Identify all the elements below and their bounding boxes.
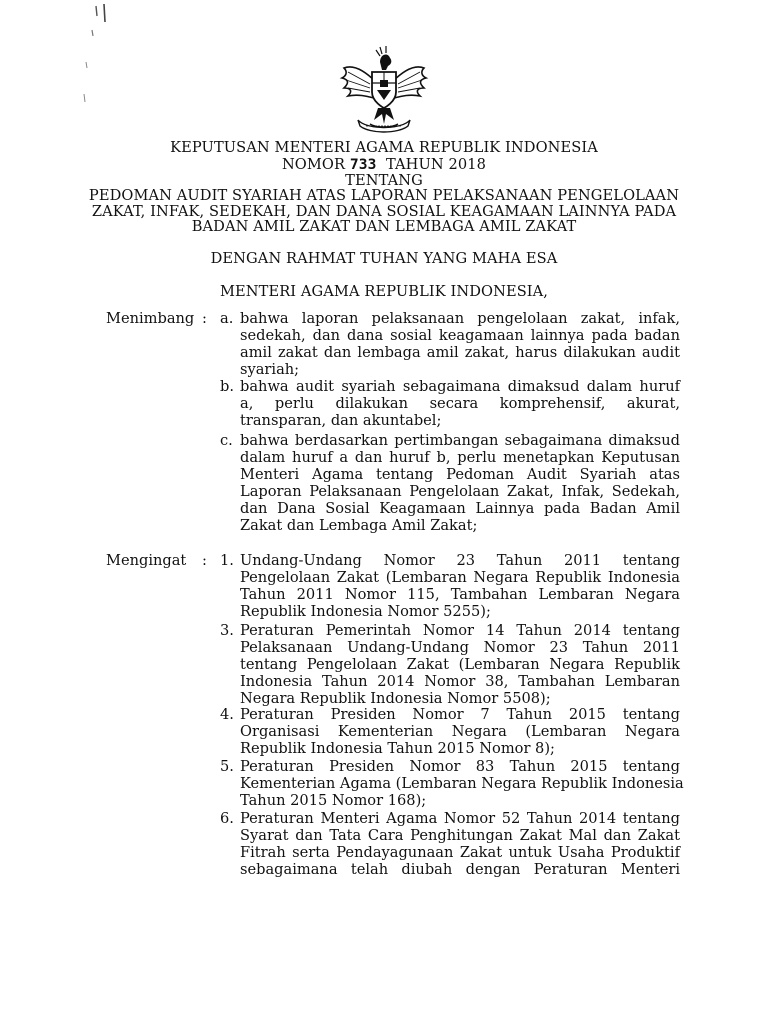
item-line: dalam huruf a dan huruf b, perlu menetapkan Keputusan <box>240 449 680 466</box>
nomor-prefix: NOMOR <box>281 156 346 173</box>
item-line: Menteri Agama tentang Pedoman Audit Syariah atas <box>240 466 680 483</box>
decree-number-line <box>0 156 768 173</box>
item-line: amil zakat dan lembaga amil zakat, harus dilakukan audit <box>240 344 680 361</box>
item-marker: 5. <box>220 758 234 775</box>
item-line: Peraturan Presiden Nomor 83 Tahun 2015 tentang <box>240 758 680 775</box>
tahun-label: TAHUN 2018 <box>385 156 487 173</box>
item-marker: 1. <box>220 552 234 569</box>
scan-marks <box>82 2 122 112</box>
menimbang-label: Menimbang <box>106 310 195 327</box>
item-line: bahwa berdasarkan pertimbangan sebagaimana dimaksud <box>240 432 680 449</box>
mengingat-item-3 <box>220 622 680 707</box>
item-line: Republik Indonesia Tahun 2015 Nomor 8); <box>240 740 555 757</box>
subject-line-3: BADAN AMIL ZAKAT DAN LEMBAGA AMIL ZAKAT <box>191 218 577 235</box>
item-line: Peraturan Menteri Agama Nomor 52 Tahun 2014 tentang <box>240 810 680 827</box>
item-line: Zakat dan Lembaga Amil Zakat; <box>240 517 478 534</box>
menimbang-item-c <box>220 432 680 534</box>
item-line: Pengelolaan Zakat (Lembaran Negara Republik Indonesia <box>240 569 680 586</box>
item-line: sedekah, dan dana sosial keagamaan lainnya pada badan <box>240 327 680 344</box>
item-line: syariah; <box>240 361 300 378</box>
item-line: Laporan Pelaksanaan Pengelolaan Zakat, Infak, Sedekah, <box>240 483 680 500</box>
decree-title: KEPUTUSAN MENTERI AGAMA REPUBLIK INDONESIA <box>170 139 598 156</box>
mengingat-item-6 <box>220 810 680 878</box>
subject-line-1: PEDOMAN AUDIT SYARIAH ATAS LAPORAN PELAKSANAAN PENGELOLAAN <box>88 187 680 204</box>
item-line: Fitrah serta Pendayagunaan Zakat untuk Usaha Produktif <box>240 844 680 861</box>
item-line: dan Dana Sosial Keagamaan Lainnya pada Badan Amil <box>240 500 680 517</box>
item-line: transparan, dan akuntabel; <box>240 412 442 429</box>
garuda-emblem-icon <box>336 42 432 134</box>
nomor-value: 733 <box>349 156 377 173</box>
item-line: Indonesia Tahun 2014 Nomor 38, Tambahan Lembaran <box>240 673 680 690</box>
item-line: sebagaimana telah diubah dengan Peraturan Menteri <box>240 861 680 878</box>
menimbang-item-a <box>220 310 680 378</box>
item-line: tentang Pengelolaan Zakat (Lembaran Negara Republik <box>240 656 680 673</box>
authority-line: MENTERI AGAMA REPUBLIK INDONESIA, <box>219 283 549 300</box>
item-marker: c. <box>220 432 233 449</box>
item-line: bahwa laporan pelaksanaan pengelolaan zakat, infak, <box>240 310 680 327</box>
item-line: bahwa audit syariah sebagaimana dimaksud dalam huruf <box>240 378 680 395</box>
mengingat-item-4 <box>220 706 680 757</box>
item-line: Syarat dan Tata Cara Penghitungan Zakat Mal dan Zakat <box>240 827 680 844</box>
item-line: Kementerian Agama (Lembaran Negara Republik Indonesia <box>240 775 684 792</box>
item-line: Negara Republik Indonesia Nomor 5508); <box>240 690 551 707</box>
item-line: Tahun 2011 Nomor 115, Tambahan Lembaran Negara <box>240 586 680 603</box>
item-line: Undang-Undang Nomor 23 Tahun 2011 tentang <box>240 552 680 569</box>
item-line: Peraturan Pemerintah Nomor 14 Tahun 2014 tentang <box>240 622 680 639</box>
item-marker: a. <box>220 310 234 327</box>
item-line: Pelaksanaan Undang-Undang Nomor 23 Tahun 2011 <box>240 639 680 656</box>
item-line: a, perlu dilakukan secara komprehensif, akurat, <box>240 395 680 412</box>
tentang-heading: TENTANG <box>345 172 423 189</box>
menimbang-item-b <box>220 378 680 429</box>
item-marker: 6. <box>220 810 234 827</box>
menimbang-colon: : <box>202 310 207 327</box>
invocation-line: DENGAN RAHMAT TUHAN YANG MAHA ESA <box>210 250 558 267</box>
item-line: Republik Indonesia Nomor 5255); <box>240 603 491 620</box>
item-line: Peraturan Presiden Nomor 7 Tahun 2015 tentang <box>240 706 680 723</box>
subject-line-2: ZAKAT, INFAK, SEDEKAH, DAN DANA SOSIAL KEAGAMAAN LAINNYA PADA <box>91 203 677 220</box>
item-marker: 3. <box>220 622 234 639</box>
mengingat-item-1 <box>220 552 680 620</box>
item-line: Tahun 2015 Nomor 168); <box>240 792 427 809</box>
mengingat-colon: : <box>202 552 207 569</box>
mengingat-item-5 <box>220 758 684 809</box>
mengingat-label: Mengingat <box>106 552 187 569</box>
item-marker: b. <box>220 378 234 395</box>
item-line: Organisasi Kementerian Negara (Lembaran Negara <box>240 723 680 740</box>
item-marker: 4. <box>220 706 234 723</box>
